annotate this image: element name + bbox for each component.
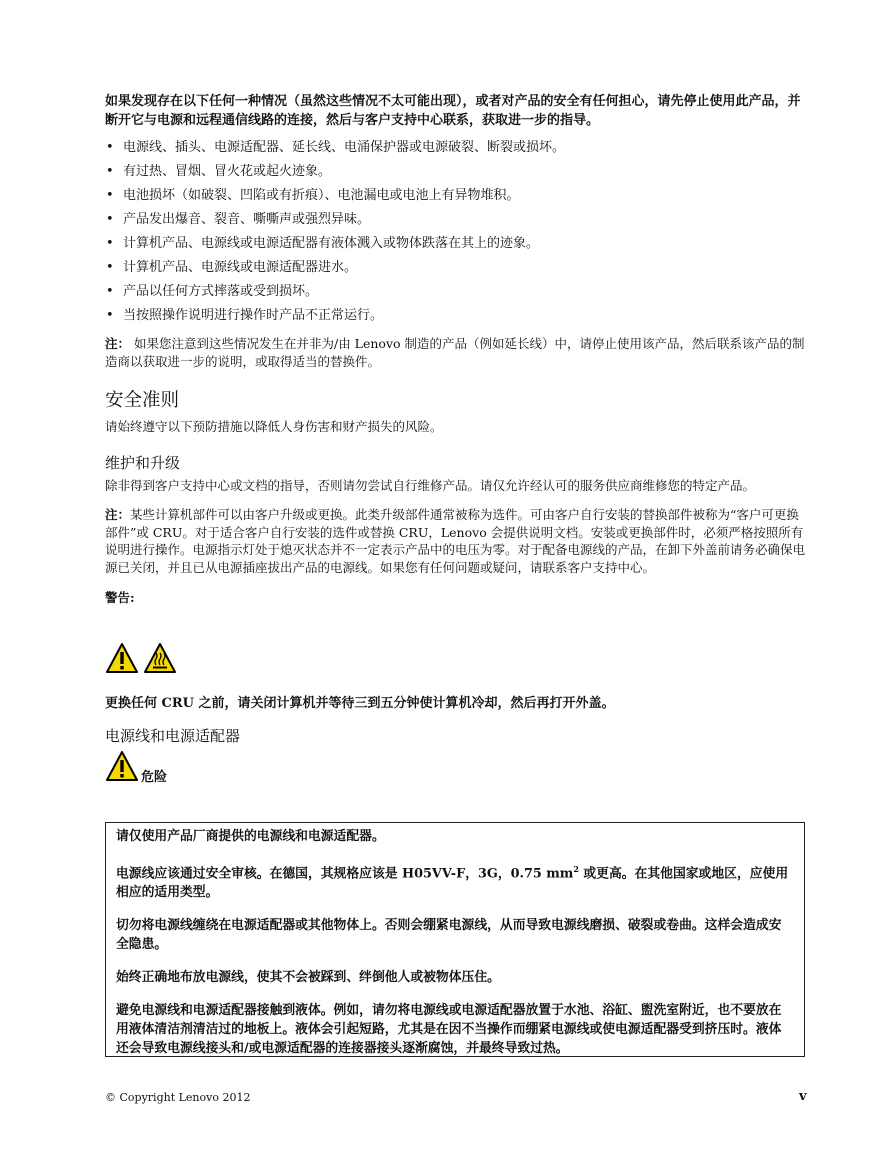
list-item: • 计算机产品、电源线或电源适配器进水。 — [105, 256, 807, 280]
warning-icons — [105, 642, 807, 674]
danger-box-item: 切勿将电源线缠绕在电源适配器或其他物体上。否则会绷紧电源线，从而导致电源线磨损、破裂或卷曲。这样会造成安全隐患。 — [116, 918, 782, 953]
danger-box-item: 始终正确地布放电源线，使其不会被踩到、绊倒他人或被物体压住。 — [116, 970, 500, 986]
list-item: • 产品发出爆音、裂音、嘶嘶声或强烈异味。 — [105, 208, 807, 232]
danger-box-item: 请仅使用产品厂商提供的电源线和电源适配器。 — [116, 829, 385, 844]
list-item: • 当按照操作说明进行操作时产品不正常运行。 — [105, 304, 807, 328]
page-number: v — [799, 1089, 807, 1104]
subsection-title-service: 维护和升级 — [105, 453, 181, 472]
list-item: • 计算机产品、电源线或电源适配器有液体溅入或物体跌落在其上的迹象。 — [105, 232, 807, 256]
subsection-title-power: 电源线和电源适配器 — [105, 727, 241, 745]
copyright: © Copyright Lenovo 2012 — [105, 1091, 251, 1104]
danger-box — [105, 822, 805, 1057]
note-label: 注： — [105, 336, 131, 351]
note-paragraph — [105, 335, 807, 370]
danger-heading — [105, 750, 807, 786]
section-title-safety: 安全准则 — [105, 390, 180, 411]
warning-triangle-icon — [105, 642, 139, 674]
list-item: • 电池损坏（如破裂、凹陷或有折痕）、电池漏电或电池上有异物堆积。 — [105, 184, 807, 208]
danger-label: 危险 — [141, 770, 168, 785]
service-paragraph: 除非得到客户支持中心或文档的指导，否则请勿尝试自行维修产品。请仅允许经认可的服务供应商维修您的特定产品。 — [105, 477, 756, 493]
danger-triangle-icon — [105, 750, 139, 786]
list-item: • 电源线、插头、电源适配器、延长线、电涌保护器或电源破裂、断裂或损坏。 — [105, 136, 807, 160]
intro-paragraph: 如果发现存在以下任何一种情况（虽然这些情况不太可能出现），或者对产品的安全有任何担心，请先停止使用此产品，并断开它与电源和远程通信线路的连接，然后与客户支持中心联系，获取进一步的指导。 — [105, 94, 801, 128]
cru-note-label: 注： — [105, 507, 131, 522]
cru-warning-text: 更换任何 CRU 之前，请关闭计算机并等待三到五分钟使计算机冷却，然后再打开外盖。 — [105, 696, 615, 711]
page-content — [105, 92, 807, 786]
list-item: • 有过热、冒烟、冒火花或起火迹象。 — [105, 160, 807, 184]
safety-description: 请始终遵守以下预防措施以降低人身伤害和财产损失的风险。 — [105, 419, 443, 434]
danger-box-item: 避免电源线和电源适配器接触到液体。例如，请勿将电源线或电源适配器放置于水池、浴缸、盥洗室附近，也不要放在用液体清洁剂清洁过的地板上。液体会引起短路，尤其是在因不当操作而绷紧电源线或使电源适配器受到挤压时。液体还会导致电源线接头和/或电源适配器的连接器接头逐渐腐蚀，并最终导致过热。 — [116, 1003, 782, 1057]
cru-note-text: 某些计算机部件可以由客户升级或更换。此类升级部件通常被称为选件。可由客户自行安装的替换部件被称为“客户可更换部件”或 CRU。对于适合客户自行安装的选件或替换 CRU，Lenovo 会提供说明文档。安装或更换部件时，必须严格按照所有说明进行操作。电源指示灯处于熄灭状态并不一定表示产品中的电压为零。对于配备电源线的产品，在卸下外盖前请务必确保电源已关闭，并且已从电源插座拔出产品的电源线。如果您有任何问题或疑问，请联系客户支持中心。 — [105, 507, 806, 575]
hot-surface-icon — [143, 642, 177, 674]
list-item: • 产品以任何方式摔落或受到损坏。 — [105, 280, 807, 304]
hazard-list — [105, 136, 807, 328]
note-text: 如果您注意到这些情况发生在并非为/由 Lenovo 制造的产品（例如延长线）中，请停止使用该产品，然后联系该产品的制造商以获取进一步的说明，或取得适当的替换件。 — [105, 336, 805, 369]
danger-box-item: 电源线应该通过安全审核。在德国，其规格应该是 H05VV-F，3G，0.75 $mm^2$ 或更高。在其他国家或地区，应使用相应的适用类型。 — [116, 864, 789, 901]
warning-label: 警告: — [105, 590, 135, 605]
cru-note-paragraph — [105, 506, 807, 576]
